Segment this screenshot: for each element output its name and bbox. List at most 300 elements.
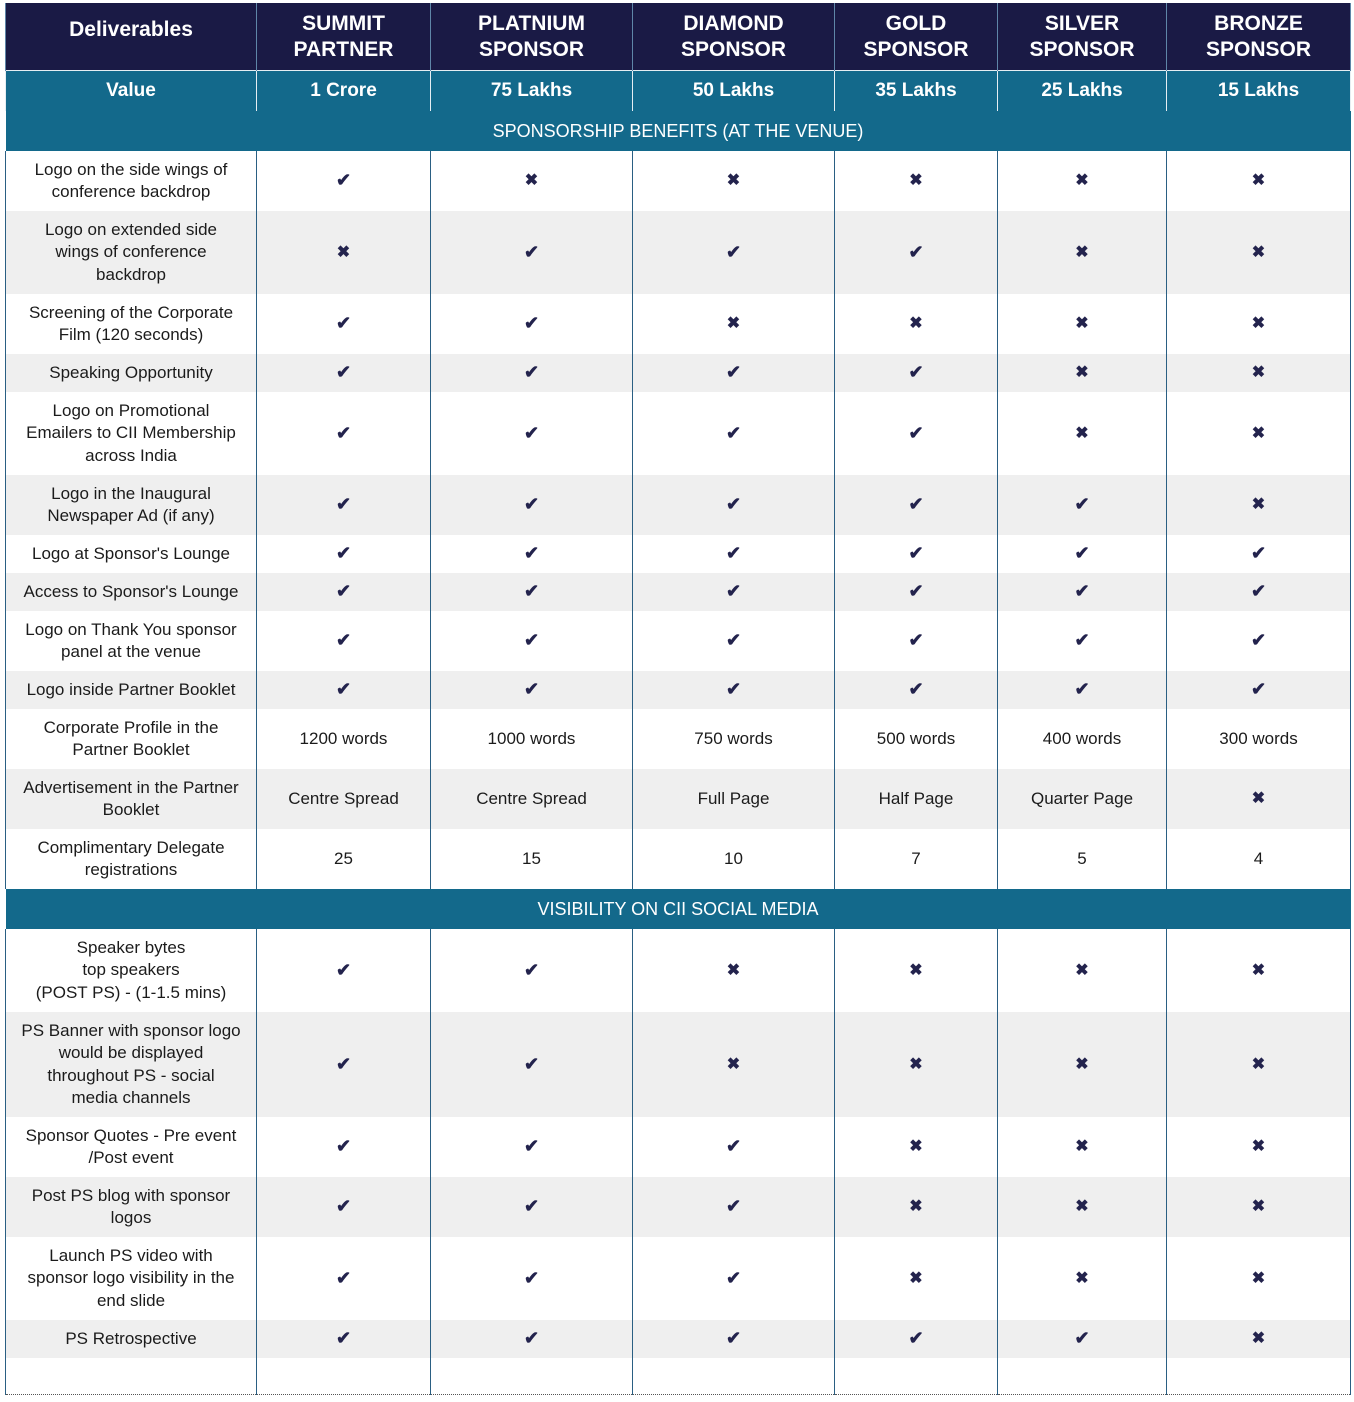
availability-cell	[431, 1320, 633, 1358]
deliverable-label-line: Corporate Profile in the	[43, 717, 219, 737]
check-icon: ✔	[335, 1196, 352, 1217]
availability-cell	[1167, 1117, 1351, 1177]
availability-cell	[835, 151, 998, 211]
check-icon: ✔	[523, 1267, 540, 1288]
check-icon: ✔	[335, 1267, 352, 1288]
deliverable-label-line: Logo in the Inaugural	[51, 483, 211, 503]
availability-cell	[633, 611, 835, 671]
deliverable-label	[6, 573, 257, 611]
table-row	[6, 929, 1351, 1012]
table-row	[6, 611, 1351, 671]
check-icon: ✔	[1250, 543, 1267, 564]
tier-header-summit	[257, 3, 431, 71]
deliverable-value-cell: 25	[257, 829, 431, 889]
check-icon: ✔	[908, 494, 924, 515]
availability-cell	[998, 611, 1167, 671]
benefits-body	[6, 111, 1351, 1395]
cross-icon: ✖	[1251, 172, 1266, 190]
cross-icon: ✖	[1075, 424, 1089, 442]
availability-cell	[1167, 354, 1351, 392]
deliverable-label-line: Complimentary Delegate	[37, 837, 225, 857]
tier-header-bronze	[1167, 3, 1351, 71]
availability-cell	[257, 611, 431, 671]
availability-cell	[835, 1177, 998, 1237]
empty-cell	[1167, 1358, 1351, 1395]
value-row	[6, 71, 1351, 112]
deliverable-label-line: Access to Sponsor's Lounge	[23, 581, 239, 601]
value-label: Value	[6, 71, 257, 112]
availability-cell	[257, 1237, 431, 1320]
cross-icon: ✖	[726, 315, 741, 333]
deliverable-label-line: across India	[85, 445, 177, 465]
table-row	[6, 573, 1351, 611]
cross-icon: ✖	[1075, 172, 1089, 190]
availability-cell	[431, 1237, 633, 1320]
check-icon: ✔	[335, 362, 352, 383]
deliverable-label	[6, 294, 257, 354]
cross-icon: ✖	[1251, 790, 1266, 808]
deliverable-value-cell: Centre Spread	[431, 769, 633, 829]
availability-cell	[1167, 294, 1351, 354]
cross-icon: ✖	[1251, 243, 1266, 261]
deliverable-label-line: registrations	[84, 860, 178, 879]
section-title: VISIBILITY ON CII SOCIAL MEDIA	[6, 889, 1351, 929]
cross-icon: ✖	[1251, 496, 1266, 514]
empty-cell	[633, 1358, 835, 1395]
deliverable-label-line: /Post event	[88, 1148, 174, 1167]
tier-header-line2: SPONSOR	[1029, 37, 1135, 61]
section-header-row	[6, 889, 1351, 929]
deliverable-label-line: Speaking Opportunity	[49, 362, 213, 382]
availability-cell	[1167, 769, 1351, 829]
check-icon: ✔	[908, 362, 924, 383]
cross-icon: ✖	[1251, 1330, 1266, 1348]
check-icon: ✔	[335, 630, 352, 651]
value-summit: 1 Crore	[257, 71, 431, 112]
availability-cell	[431, 929, 633, 1012]
deliverable-label-line: Newspaper Ad (if any)	[47, 506, 215, 525]
check-icon: ✔	[1250, 679, 1267, 700]
check-icon: ✔	[335, 1053, 352, 1074]
deliverable-value-cell: 750 words	[633, 709, 835, 769]
deliverable-label	[6, 709, 257, 769]
check-icon: ✔	[335, 1328, 352, 1349]
deliverable-value-cell: 1200 words	[257, 709, 431, 769]
cross-icon: ✖	[1075, 315, 1089, 333]
availability-cell	[835, 1237, 998, 1320]
availability-cell	[835, 1320, 998, 1358]
check-icon: ✔	[523, 543, 540, 564]
empty-cell	[431, 1358, 633, 1395]
cross-icon: ✖	[1251, 315, 1266, 333]
deliverable-value-cell: 5	[998, 829, 1167, 889]
check-icon: ✔	[523, 1328, 540, 1349]
value-platinum: 75 Lakhs	[431, 71, 633, 112]
availability-cell	[257, 475, 431, 535]
deliverable-value-cell: 500 words	[835, 709, 998, 769]
cross-icon: ✖	[909, 1269, 923, 1287]
deliverable-label	[6, 475, 257, 535]
availability-cell	[998, 392, 1167, 475]
deliverable-label-line: Logo on Thank You sponsor	[25, 619, 237, 639]
section-header-row	[6, 111, 1351, 151]
check-icon: ✔	[335, 679, 352, 700]
availability-cell	[257, 1117, 431, 1177]
deliverable-label	[6, 1177, 257, 1237]
check-icon: ✔	[725, 1136, 742, 1157]
check-icon: ✔	[725, 581, 742, 602]
check-icon: ✔	[725, 679, 742, 700]
availability-cell	[998, 294, 1167, 354]
deliverable-label	[6, 769, 257, 829]
availability-cell	[431, 1117, 633, 1177]
availability-cell	[257, 354, 431, 392]
table-row	[6, 151, 1351, 211]
check-icon: ✔	[523, 494, 540, 515]
check-icon: ✔	[725, 1196, 742, 1217]
table-row	[6, 1237, 1351, 1320]
header-row	[6, 3, 1351, 71]
check-icon: ✔	[725, 630, 742, 651]
availability-cell	[431, 294, 633, 354]
availability-cell	[257, 1012, 431, 1117]
deliverable-label-line: sponsor logo visibility in the	[27, 1268, 235, 1288]
cross-icon: ✖	[909, 1198, 923, 1216]
availability-cell	[998, 573, 1167, 611]
deliverable-label-line: Launch PS video with	[49, 1245, 213, 1265]
check-icon: ✔	[335, 959, 352, 980]
cross-icon: ✖	[1075, 1198, 1089, 1216]
empty-cell	[998, 1358, 1167, 1395]
check-icon: ✔	[335, 170, 352, 191]
availability-cell	[431, 535, 633, 573]
availability-cell	[998, 475, 1167, 535]
availability-cell	[835, 573, 998, 611]
value-gold: 35 Lakhs	[835, 71, 998, 112]
availability-cell	[257, 1320, 431, 1358]
availability-cell	[431, 671, 633, 709]
availability-cell	[998, 929, 1167, 1012]
check-icon: ✔	[1250, 581, 1267, 602]
availability-cell	[257, 392, 431, 475]
cross-icon: ✖	[909, 172, 923, 190]
deliverable-label-line: wings of conference	[55, 242, 207, 262]
deliverable-label	[6, 611, 257, 671]
deliverable-label-line: top speakers	[82, 960, 180, 980]
check-icon: ✔	[523, 959, 540, 980]
cross-icon: ✖	[1075, 364, 1089, 382]
table-row	[6, 769, 1351, 829]
availability-cell	[633, 1177, 835, 1237]
availability-cell	[257, 573, 431, 611]
deliverable-label-line: Film (120 seconds)	[58, 325, 204, 344]
cross-icon: ✖	[726, 961, 741, 979]
availability-cell	[633, 1237, 835, 1320]
tier-header-platinum	[431, 3, 633, 71]
availability-cell	[835, 294, 998, 354]
check-icon: ✔	[523, 630, 540, 651]
sponsorship-table	[5, 3, 1351, 1395]
availability-cell	[1167, 1237, 1351, 1320]
check-icon: ✔	[725, 1328, 742, 1349]
table-row	[6, 671, 1351, 709]
deliverable-label-line: end slide	[96, 1290, 166, 1310]
sponsorship-table-container	[5, 3, 1350, 1395]
deliverable-value-cell: Centre Spread	[257, 769, 431, 829]
check-icon: ✔	[908, 679, 924, 700]
cross-icon: ✖	[909, 315, 923, 333]
availability-cell	[1167, 535, 1351, 573]
cross-icon: ✖	[1075, 961, 1089, 979]
check-icon: ✔	[725, 1267, 742, 1288]
cross-icon: ✖	[1251, 1198, 1266, 1216]
cross-icon: ✖	[1251, 1055, 1266, 1073]
cross-icon: ✖	[726, 172, 741, 190]
deliverable-label	[6, 392, 257, 475]
deliverable-label	[6, 829, 257, 889]
deliverable-label-line: Screening of the Corporate	[28, 302, 234, 322]
check-icon: ✔	[523, 1196, 540, 1217]
deliverable-value-cell: 1000 words	[431, 709, 633, 769]
availability-cell	[633, 294, 835, 354]
tier-header-line2: SPONSOR	[1205, 37, 1312, 61]
deliverable-label-line: logos	[110, 1208, 152, 1227]
availability-cell	[431, 211, 633, 294]
check-icon: ✔	[908, 581, 924, 602]
check-icon: ✔	[908, 422, 924, 443]
availability-cell	[1167, 392, 1351, 475]
availability-cell	[257, 1177, 431, 1237]
check-icon: ✔	[523, 581, 540, 602]
table-row	[6, 709, 1351, 769]
deliverable-value-cell: 7	[835, 829, 998, 889]
check-icon: ✔	[908, 543, 924, 564]
availability-cell	[633, 151, 835, 211]
deliverable-label-line: Logo inside Partner Booklet	[26, 679, 236, 699]
deliverable-value-cell: 300 words	[1167, 709, 1351, 769]
tier-header-line1: PLATNIUM	[478, 11, 585, 35]
availability-cell	[998, 1320, 1167, 1358]
cross-icon: ✖	[909, 1055, 923, 1073]
deliverable-value-cell: Quarter Page	[998, 769, 1167, 829]
availability-cell	[633, 573, 835, 611]
check-icon: ✔	[523, 1136, 540, 1157]
availability-cell	[633, 392, 835, 475]
cross-icon: ✖	[336, 243, 351, 261]
availability-cell	[257, 671, 431, 709]
value-bronze: 15 Lakhs	[1167, 71, 1351, 112]
section-title: SPONSORSHIP BENEFITS (AT THE VENUE)	[6, 111, 1351, 151]
availability-cell	[1167, 929, 1351, 1012]
availability-cell	[633, 475, 835, 535]
value-diamond: 50 Lakhs	[633, 71, 835, 112]
deliverable-label-line: conference backdrop	[51, 182, 211, 201]
tier-header-line1: SUMMIT	[302, 11, 385, 35]
availability-cell	[1167, 1012, 1351, 1117]
check-icon: ✔	[1074, 494, 1090, 515]
deliverable-label-line: throughout PS - social	[47, 1065, 215, 1085]
tier-header-line2: SPONSOR	[863, 37, 969, 61]
table-row	[6, 211, 1351, 294]
table-row	[6, 392, 1351, 475]
availability-cell	[1167, 671, 1351, 709]
deliverable-label	[6, 1320, 257, 1358]
availability-cell	[431, 611, 633, 671]
availability-cell	[431, 475, 633, 535]
deliverable-label-line: Logo on the side wings of	[34, 159, 228, 179]
cross-icon: ✖	[726, 1055, 741, 1073]
deliverable-value-cell: 4	[1167, 829, 1351, 889]
empty-cell	[835, 1358, 998, 1395]
availability-cell	[835, 611, 998, 671]
deliverable-label-line: Post PS blog with sponsor	[31, 1185, 231, 1205]
check-icon: ✔	[335, 581, 352, 602]
cross-icon: ✖	[1075, 1138, 1089, 1156]
deliverable-label-line: backdrop	[96, 264, 166, 284]
check-icon: ✔	[335, 313, 352, 334]
deliverable-label	[6, 1117, 257, 1177]
deliverable-label	[6, 671, 257, 709]
empty-cell	[257, 1358, 431, 1395]
cross-icon: ✖	[1075, 1269, 1089, 1287]
check-icon: ✔	[1250, 630, 1267, 651]
tier-header-gold	[835, 3, 998, 71]
tier-header-silver	[998, 3, 1167, 71]
deliverable-label-line: Emailers to CII Membership	[26, 423, 236, 443]
empty-cell	[6, 1358, 257, 1395]
deliverable-value-cell: 10	[633, 829, 835, 889]
deliverable-label-line: Speaker bytes	[76, 937, 186, 957]
deliverable-label	[6, 535, 257, 573]
availability-cell	[998, 151, 1167, 211]
availability-cell	[998, 1177, 1167, 1237]
check-icon: ✔	[725, 422, 742, 443]
availability-cell	[257, 151, 431, 211]
cross-icon: ✖	[1251, 1138, 1266, 1156]
tier-header-line1: SILVER	[1044, 11, 1120, 35]
availability-cell	[998, 211, 1167, 294]
availability-cell	[633, 1012, 835, 1117]
availability-cell	[998, 1012, 1167, 1117]
availability-cell	[431, 1177, 633, 1237]
deliverable-value-cell: Full Page	[633, 769, 835, 829]
cross-icon: ✖	[909, 961, 923, 979]
availability-cell	[431, 1012, 633, 1117]
availability-cell	[835, 475, 998, 535]
availability-cell	[633, 1117, 835, 1177]
table-row	[6, 354, 1351, 392]
deliverable-label-line: would be displayed	[58, 1043, 204, 1062]
availability-cell	[998, 1237, 1167, 1320]
availability-cell	[1167, 475, 1351, 535]
deliverable-label-line: Logo on extended side	[44, 219, 218, 239]
deliverable-label-line: media channels	[71, 1088, 191, 1107]
deliverable-label-line: PS Retrospective	[65, 1328, 197, 1348]
deliverable-label-line: panel at the venue	[61, 642, 201, 661]
check-icon: ✔	[1074, 543, 1090, 564]
table-row	[6, 475, 1351, 535]
availability-cell	[431, 151, 633, 211]
table-row	[6, 535, 1351, 573]
availability-cell	[835, 392, 998, 475]
table-row	[6, 294, 1351, 354]
availability-cell	[998, 1117, 1167, 1177]
availability-cell	[835, 535, 998, 573]
check-icon: ✔	[523, 1053, 540, 1074]
tier-header-diamond	[633, 3, 835, 71]
cross-icon: ✖	[1251, 961, 1266, 979]
deliverable-label	[6, 929, 257, 1012]
tier-header-line1: GOLD	[885, 11, 947, 35]
check-icon: ✔	[335, 422, 352, 443]
cross-icon: ✖	[909, 1138, 923, 1156]
deliverable-label-line: Booklet	[102, 800, 160, 819]
availability-cell	[835, 1117, 998, 1177]
deliverable-label-line: (POST PS) - (1-1.5 mins)	[35, 982, 227, 1002]
check-icon: ✔	[1074, 1328, 1090, 1349]
availability-cell	[257, 929, 431, 1012]
tier-header-line1: BRONZE	[1214, 11, 1303, 35]
table-row	[6, 1320, 1351, 1358]
deliverable-label-line: Logo at Sponsor's Lounge	[32, 543, 230, 563]
availability-cell	[633, 211, 835, 294]
tier-header-line2: PARTNER	[293, 37, 394, 61]
check-icon: ✔	[1074, 581, 1090, 602]
check-icon: ✔	[725, 362, 742, 383]
availability-cell	[257, 211, 431, 294]
check-icon: ✔	[523, 313, 540, 334]
availability-cell	[835, 211, 998, 294]
cross-icon: ✖	[1251, 364, 1266, 382]
cross-icon: ✖	[1075, 243, 1089, 261]
deliverable-label-line: Sponsor Quotes - Pre event	[25, 1125, 237, 1145]
check-icon: ✔	[908, 241, 924, 262]
deliverable-value-cell: Half Page	[835, 769, 998, 829]
table-row	[6, 829, 1351, 889]
check-icon: ✔	[523, 241, 540, 262]
check-icon: ✔	[908, 1328, 924, 1349]
availability-cell	[257, 535, 431, 573]
availability-cell	[835, 671, 998, 709]
tier-header-line1: DIAMOND	[683, 11, 784, 35]
value-silver: 25 Lakhs	[998, 71, 1167, 112]
availability-cell	[835, 929, 998, 1012]
deliverable-label	[6, 151, 257, 211]
check-icon: ✔	[523, 362, 540, 383]
availability-cell	[835, 354, 998, 392]
availability-cell	[431, 392, 633, 475]
check-icon: ✔	[523, 679, 540, 700]
availability-cell	[633, 354, 835, 392]
availability-cell	[633, 535, 835, 573]
check-icon: ✔	[725, 543, 742, 564]
deliverable-label-line: Logo on Promotional	[52, 400, 210, 420]
availability-cell	[1167, 151, 1351, 211]
availability-cell	[633, 929, 835, 1012]
table-row	[6, 1012, 1351, 1117]
deliverable-label-line: Advertisement in the Partner	[23, 777, 239, 797]
deliverable-value-cell: 15	[431, 829, 633, 889]
availability-cell	[257, 294, 431, 354]
check-icon: ✔	[335, 494, 352, 515]
availability-cell	[998, 535, 1167, 573]
availability-cell	[633, 1320, 835, 1358]
deliverable-label-line: Partner Booklet	[72, 740, 190, 759]
check-icon: ✔	[1074, 630, 1090, 651]
deliverable-value-cell: 400 words	[998, 709, 1167, 769]
availability-cell	[1167, 611, 1351, 671]
availability-cell	[633, 671, 835, 709]
